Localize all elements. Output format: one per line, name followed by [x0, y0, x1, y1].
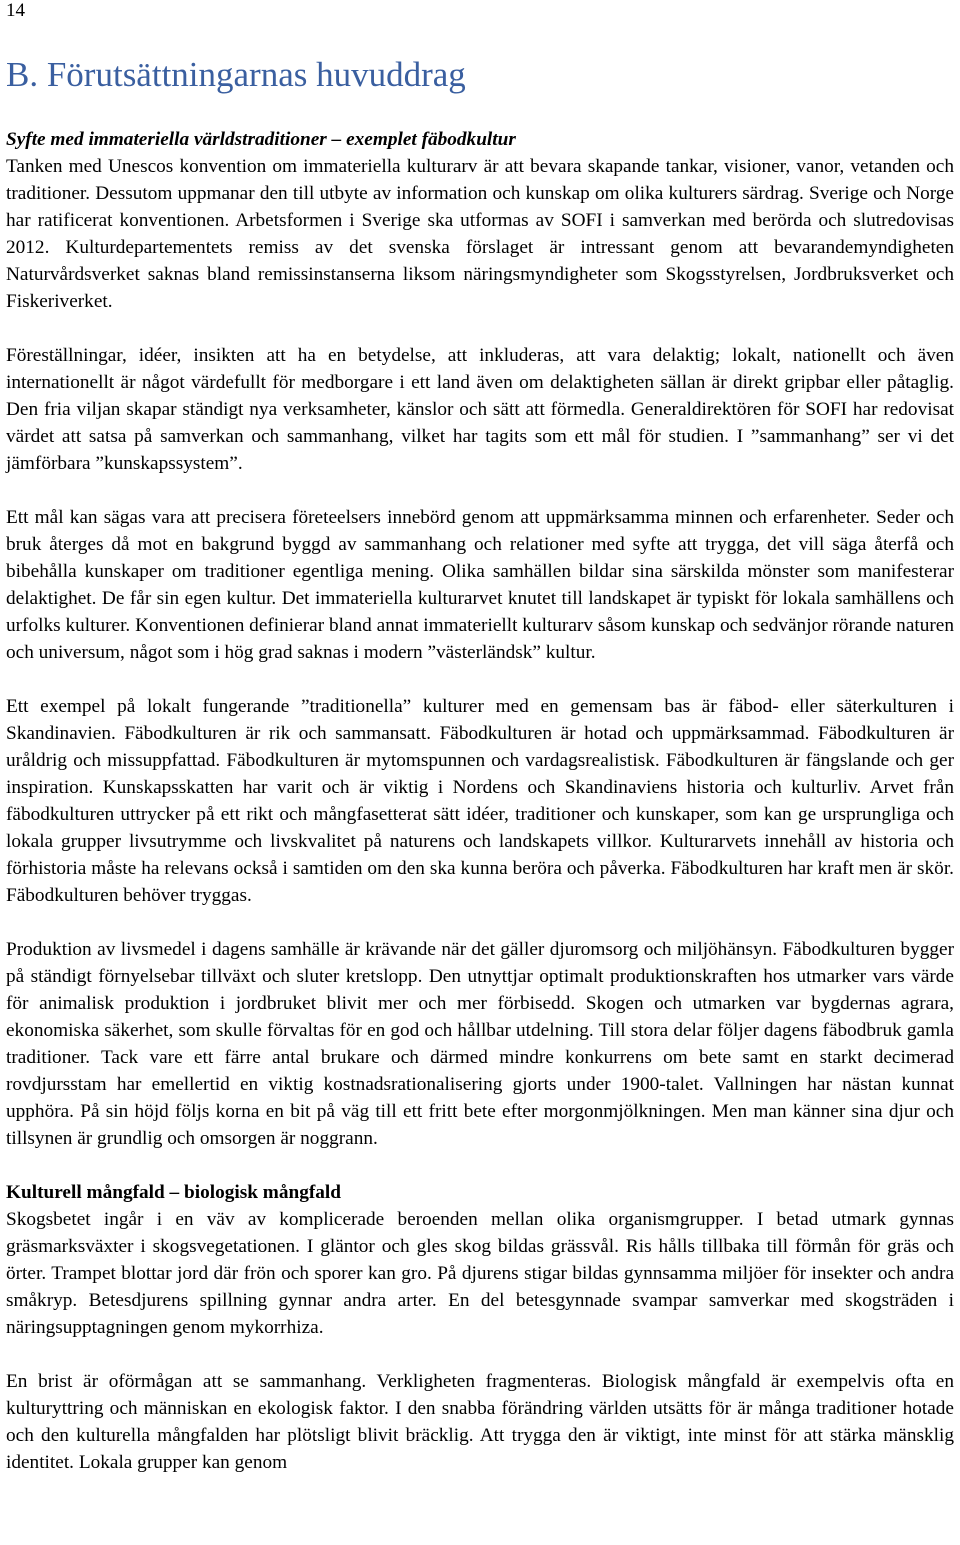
paragraph: Ett exempel på lokalt fungerande ”traditionella” kulturer med en gemensam bas är fäbod- eller säterkulturen i Skandinavien. Fäbodkulturen är rik och sammansatt. Fäbodkulturen är hotad och uppmärksammad. Fäbodkulturen är uråldrig och missuppfattad. Fäbodkulturen är mytomspunnen och vardagsrealistisk. Fäbodkulturen är fängslande och ger inspiration. Kunskapsskatten har varit och är viktig i Nordens och Skandinaviens historia och kulturliv. Arvet från fäbodkulturen uttrycker på ett rikt och mångfasetterat sätt idéer, traditioner och kunskaper, som kan ge ursprungliga och lokala grupper livsutrymme och livskvalitet på naturens och landskapets villkor. Kulturarvets innehåll av historia och förhistoria måste ha relevans också i samtiden om den ska kunna beröra och påverka. Fäbodkulturen har kraft men är skör. Fäbodkulturen behöver tryggas.: [6, 696, 954, 906]
paragraph: En brist är oförmågan att se sammanhang. Verkligheten fragmenteras. Biologisk mångfald är exempelvis ofta en kulturyttring och människan en ekologisk faktor. I den snabba förändring världen utsätts för är många traditioner hotade och den kulturella mångfalden har plötsligt blivit bräcklig. Att trygga den är viktigt, inte minst för att stärka mänsklig identitet. Lokala grupper kan genom: [6, 1371, 954, 1473]
paragraph: Produktion av livsmedel i dagens samhälle är krävande när det gäller djuromsorg och miljöhänsyn. Fäbodkulturen bygger på ständigt förnyelsebar tillväxt och sluter kretslopp. Den utnyttjar optimalt produktionskraften hos utmarker vars värde för animalisk produktion i jordbruket blivit mer och mer förbisedd. Skogen och utmarken var bygdernas agrara, ekonomiska säkerhet, som skulle förvaltas för en god och hållbar utdelning. Till stora delar följer dagens fäbodbruk gamla traditioner. Tack vare ett färre antal brukare och därmed mindre konkurrens om bete samt en starkt decimerad rovdjursstam har emellertid en viktig kostnadsrationalisering gjorts under 1900-talet. Vallningen har nästan kunnat upphöra. På sin höjd följs korna en bit på väg till ett fritt bete efter morgonmjölkningen. Men man känner sina djur och tillsynen är grundlig och omsorgen är noggrann.: [6, 939, 954, 1149]
section-heading-purpose: Syfte med immateriella världstraditioner – exemplet fäbodkultur: [6, 129, 516, 150]
paragraph: Föreställningar, idéer, insikten att ha en betydelse, att inkluderas, att vara delaktig; lokalt, nationellt och även internationellt är något värdefullt för medborgare i ett land även om delaktigheten sällan är direkt gripbar eller påtaglig. Den fria viljan skapar ständigt nya verksamheter, känslor och sätt att förmedla. Generaldirektören för SOFI har redovisat värdet att satsa på samverkan och sammanhang, vilket har tagits som ett mål för studien. I ”sammanhang” ser vi det jämförbara ”kunskapssystem”.: [6, 345, 954, 474]
paragraph: Tanken med Unescos konvention om immateriella kulturarv är att bevara skapande tankar, visioner, vanor, vetanden och traditioner. Dessutom uppmanar den till utbyte av information och kunskap om olika kulturers särdrag. Sverige och Norge har ratificerat konventionen. Arbetsformen i Sverige ska utformas av SOFI i samverkan med berörda och slutredovisas 2012. Kulturdepartementets remiss av det svenska förslaget är intressant genom att bevarandemyndigheten Naturvårdsverket saknas bland remissinstanserna liksom näringsmyndigheter som Skogsstyrelsen, Jordbruksverket och Fiskeriverket.: [6, 156, 954, 312]
page-number: 14: [6, 0, 25, 21]
section-heading-diversity: Kulturell mångfald – biologisk mångfald: [6, 1182, 341, 1203]
paragraph: Skogsbetet ingår i en väv av komplicerade beroenden mellan olika organismgrupper. I betad utmark gynnas gräsmarksväxter i skogsvegetationen. I gläntor och gles skog bildas grässvål. Ris hålls tillbaka till förmån för gräs och örter. Trampet blottar jord där frön och sporer kan gro. På djurens stigar bildas gynnsamma miljöer för insekter och andra småkryp. Betesdjurens spillning gynnar andra arter. En del betesgynnade svampar samverkar med skogsträden i näringsupptagningen genom mykorrhiza.: [6, 1209, 954, 1338]
paragraph: Ett mål kan sägas vara att precisera företeelsers innebörd genom att uppmärksamma minnen och erfarenheter. Seder och bruk återges då mot en bakgrund byggd av sammanhang och relationer med syfte att trygga, det vill säga återfå och bibehålla kunskaper om traditioner egentliga mening. Olika samhällen bildar sina särskilda mönster som manifesterar delaktighet. De får sin egen kultur. Det immateriella kulturarvet knutet till landskapet är typiskt för lokala samhällens och urfolks kulturer. Konventionen definierar bland annat immateriellt kulturarv såsom kunskap och sedvänjor rörande naturen och universum, något som i hög grad saknas i modern ”västerländsk” kultur.: [6, 507, 954, 663]
chapter-title: B. Förutsättningarnas huvuddrag: [6, 55, 466, 94]
body-text: [6, 126, 954, 1476]
